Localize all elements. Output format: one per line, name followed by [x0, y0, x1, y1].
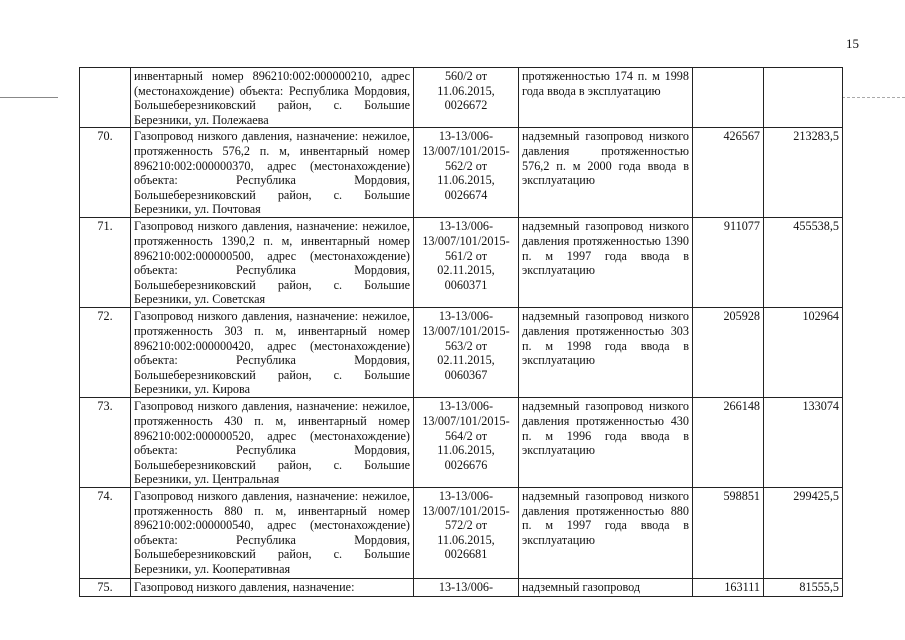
cadastral-value: 205928 — [693, 308, 764, 398]
scan-mark-right — [842, 97, 905, 98]
table-row — [80, 398, 843, 488]
table-body — [80, 68, 843, 597]
registration-record: 13-13/006-13/007/101/2015-561/2 от 02.11.2015, 0060371 — [414, 218, 519, 308]
scan-mark-left — [0, 97, 58, 98]
object-characteristics: протяженностью 174 п. м 1998 года ввода в эксплуатацию — [519, 68, 693, 128]
object-description: Газопровод низкого давления, назначение: нежилое, протяженность 430 п. м, инвентарный номер 896210:002:000000520, адрес (местонахождение) объекта: Республика Мордовия, Большеберезниковский район, с. Большие Березники, ул. Центральная — [131, 398, 414, 488]
table-row — [80, 68, 843, 128]
row-number: 74. — [80, 487, 131, 578]
registration-record: 13-13/006-13/007/101/2015-572/2 от 11.06.2015, 0026681 — [414, 487, 519, 578]
share-value: 455538,5 — [764, 218, 843, 308]
cadastral-value: 163111 — [693, 578, 764, 596]
registration-record: 13-13/006-13/007/101/2015-562/2 от 11.06.2015, 0026674 — [414, 128, 519, 218]
object-characteristics: надземный газопровод низкого давления протяженностью 303 п. м 1998 года ввода в эксплуатацию — [519, 308, 693, 398]
object-characteristics: надземный газопровод низкого давления протяженностью 430 п. м 1996 года ввода в эксплуатацию — [519, 398, 693, 488]
cadastral-value: 266148 — [693, 398, 764, 488]
object-characteristics: надземный газопровод — [519, 578, 693, 596]
object-description: Газопровод низкого давления, назначение: — [131, 578, 414, 596]
cadastral-value — [693, 68, 764, 128]
row-number: 71. — [80, 218, 131, 308]
row-number: 75. — [80, 578, 131, 596]
row-number: 73. — [80, 398, 131, 488]
share-value: 102964 — [764, 308, 843, 398]
object-description: Газопровод низкого давления, назначение: нежилое, протяженность 303 п. м, инвентарный номер 896210:002:000000420, адрес (местонахождение) объекта: Республика Мордовия, Большеберезниковский район, с. Большие Березники, ул. Кирова — [131, 308, 414, 398]
table-row — [80, 487, 843, 578]
cadastral-value: 598851 — [693, 487, 764, 578]
share-value: 133074 — [764, 398, 843, 488]
share-value: 213283,5 — [764, 128, 843, 218]
share-value — [764, 68, 843, 128]
table-row — [80, 308, 843, 398]
registration-record: 13-13/006-13/007/101/2015-564/2 от 11.06.2015, 0026676 — [414, 398, 519, 488]
table-row — [80, 218, 843, 308]
table-row — [80, 578, 843, 596]
property-registry-table — [79, 67, 843, 597]
registration-record: 13-13/006- — [414, 578, 519, 596]
object-description: Газопровод низкого давления, назначение: нежилое, протяженность 1390,2 п. м, инвентарный номер 896210:002:000000500, адрес (местонахождение) объекта: Республика Мордовия, Большеберезниковский район, с. Большие Березники, ул. Советская — [131, 218, 414, 308]
row-number — [80, 68, 131, 128]
cadastral-value: 426567 — [693, 128, 764, 218]
cadastral-value: 911077 — [693, 218, 764, 308]
table-row — [80, 128, 843, 218]
registration-record: 560/2 от 11.06.2015, 0026672 — [414, 68, 519, 128]
object-characteristics: надземный газопровод низкого давления протяженностью 576,2 п. м 2000 года ввода в эксплуатацию — [519, 128, 693, 218]
row-number: 70. — [80, 128, 131, 218]
share-value: 299425,5 — [764, 487, 843, 578]
object-characteristics: надземный газопровод низкого давления протяженностью 880 п. м 1997 года ввода в эксплуатацию — [519, 487, 693, 578]
page-number: 15 — [846, 36, 859, 51]
object-description: Газопровод низкого давления, назначение: нежилое, протяженность 880 п. м, инвентарный номер 896210:002:000000540, адрес (местонахождение) объекта: Республика Мордовия, Большеберезниковский район, с. Большие Березники, ул. Кооперативная — [131, 487, 414, 578]
object-description: Газопровод низкого давления, назначение: нежилое, протяженность 576,2 п. м, инвентарный номер 896210:002:000000370, адрес (местонахождение) объекта: Республика Мордовия, Большеберезниковский район, с. Большие Березники, ул. Почтовая — [131, 128, 414, 218]
object-description: инвентарный номер 896210:002:000000210, адрес (местонахождение) объекта: Республика Мордовия, Большеберезниковский район, с. Большие Березники, ул. Полежаева — [131, 68, 414, 128]
registration-record: 13-13/006-13/007/101/2015-563/2 от 02.11.2015, 0060367 — [414, 308, 519, 398]
row-number: 72. — [80, 308, 131, 398]
object-characteristics: надземный газопровод низкого давления протяженностью 1390 п. м 1997 года ввода в эксплуатацию — [519, 218, 693, 308]
share-value: 81555,5 — [764, 578, 843, 596]
